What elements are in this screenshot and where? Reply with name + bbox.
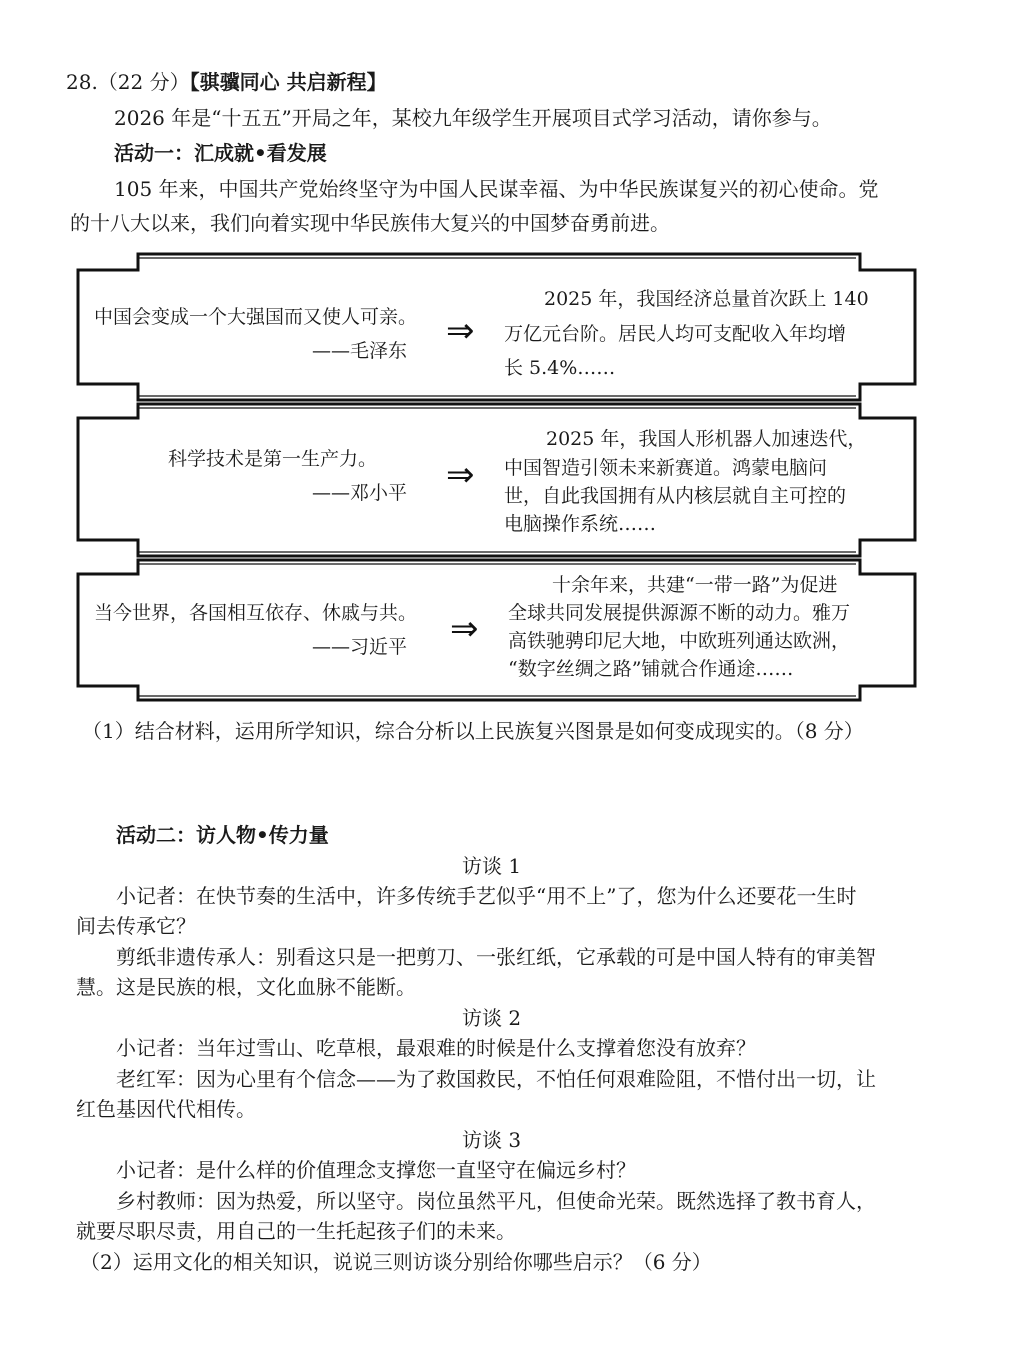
question-number: 28.（22 分） [66,70,190,94]
panel3-achievement-line1: 十余年来，共建“一带一路”为促进 [552,574,838,596]
interview1-heading: 访谈 1 [462,854,522,878]
interview1-line4: 慧。这是民族的根，文化血脉不能断。 [76,975,416,999]
panel1-author: ——毛泽东 [312,340,408,362]
question1: （1）结合材料，运用所学知识，综合分析以上民族复兴图景是如何变成现实的。（8 分） [82,719,864,743]
panel1-arrow-icon: ⇒ [446,311,475,351]
interview3-heading: 访谈 3 [462,1128,522,1152]
panel1-achievement-line3: 长 5.4%…… [504,357,616,379]
question-title: 【骐骥同心 共启新程】 [189,70,387,94]
interview3-line1: 小记者：是什么样的价值理念支撑您一直坚守在偏远乡村？ [116,1158,636,1182]
panel3-achievement-line3: 高铁驰骋印尼大地，中欧班列通达欧洲， [508,630,851,652]
panel2-author: ——邓小平 [312,482,408,504]
panel2-achievement-line1: 2025 年，我国人形机器人加速迭代， [546,428,867,450]
interview2-line3: 红色基因代代相传。 [76,1097,256,1121]
interview2-heading: 访谈 2 [462,1006,522,1030]
panel2-achievement-line4: 电脑操作系统…… [504,513,657,535]
interview1-line3: 剪纸非遗传承人：别看这只是一把剪刀、一张红纸，它承载的可是中国人特有的审美智 [116,945,876,969]
question2: （2）运用文化的相关知识，说说三则访谈分别给你哪些启示？（6 分） [80,1250,712,1274]
activity1-paragraph-line2: 的十八大以来，我们向着实现中华民族伟大复兴的中国梦奋勇前进。 [70,211,670,235]
interview1-line1: 小记者：在快节奏的生活中，许多传统手艺似乎“用不上”了，您为什么还要花一生时 [116,884,857,908]
interview1-line2: 间去传承它？ [76,914,196,938]
activity1-title: 活动一：汇成就•看发展 [114,141,327,165]
activity1-paragraph-line1: 105 年来，中国共产党始终坚守为中国人民谋幸福、为中华民族谋复兴的初心使命。党 [114,177,879,201]
interview2-line2: 老红军：因为心里有个信念——为了救国救民，不怕任何艰难险阻，不惜付出一切，让 [116,1067,876,1091]
interview3-line2: 乡村教师：因为热爱，所以坚守。岗位虽然平凡，但使命光荣。既然选择了教书育人， [116,1189,876,1213]
panel2-achievement-line3: 世，自此我国拥有从内核层就自主可控的 [504,485,847,507]
panel1-achievement-line1: 2025 年，我国经济总量首次跃上 140 [544,288,869,310]
interview2-line1: 小记者：当年过雪山、吃草根，最艰难的时候是什么支撑着您没有放弃？ [116,1036,756,1060]
panel3-author: ——习近平 [312,636,408,658]
question-intro: 2026 年是“十五五”开局之年，某校九年级学生开展项目式学习活动，请你参与。 [114,106,832,130]
activity2-title: 活动二：访人物•传力量 [116,823,329,847]
panel3-achievement-line4: “数字丝绸之路”铺就合作通途…… [508,658,794,680]
panel1-quote: 中国会变成一个大强国而又使人可亲。 [94,306,418,328]
interview3-line3: 就要尽职尽责，用自己的一生托起孩子们的未来。 [76,1219,516,1243]
panel3-arrow-icon: ⇒ [450,609,479,649]
panel1-achievement-line2: 万亿元台阶。居民人均可支配收入年均增 [504,323,847,345]
panel2-quote: 科学技术是第一生产力。 [168,448,378,470]
panel3-quote: 当今世界，各国相互依存、休戚与共。 [94,602,418,624]
panel2-achievement-line2: 中国智造引领未来新赛道。鸿蒙电脑问 [504,457,828,479]
panel2-arrow-icon: ⇒ [446,455,475,495]
panel3-achievement-line2: 全球共同发展提供源源不断的动力。雅万 [508,602,851,624]
